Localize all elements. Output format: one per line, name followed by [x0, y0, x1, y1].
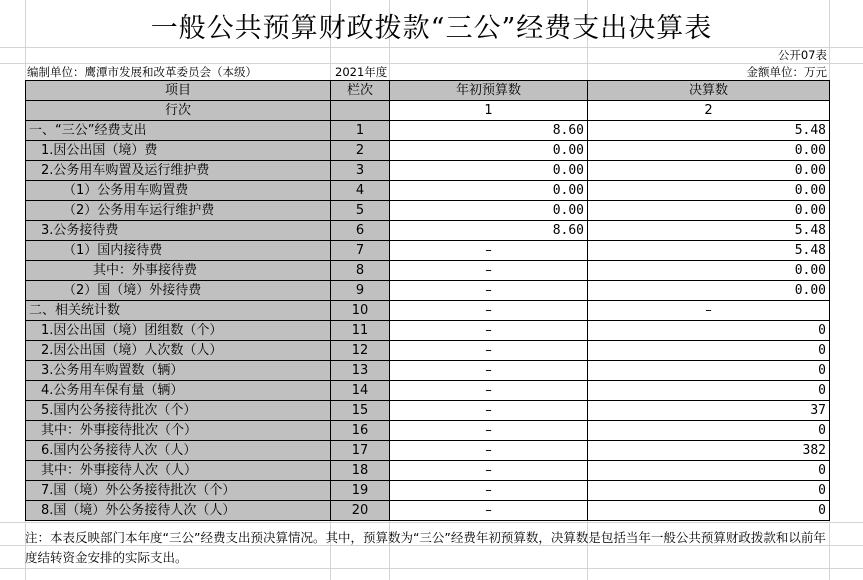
row-budget: –	[390, 341, 588, 361]
row-budget: 0.00	[390, 181, 588, 201]
row-line-no: 12	[331, 341, 390, 361]
row-line-no: 4	[331, 181, 390, 201]
row-line-no: 9	[331, 281, 390, 301]
table-row	[26, 461, 830, 481]
page-title: 一般公共预算财政拨款“三公”经费支出决算表	[150, 13, 713, 44]
row-budget: –	[390, 481, 588, 501]
row-item: （2）国（境）外接待费	[26, 281, 331, 301]
row-line-no: 3	[331, 161, 390, 181]
row-budget: 0.00	[390, 201, 588, 221]
header-final: 决算数	[588, 81, 830, 101]
row-item: 2.公务用车购置及运行维护费	[26, 161, 331, 181]
table-row	[26, 301, 830, 321]
row-item: 其中：外事接待批次（个）	[26, 421, 331, 441]
table-row	[26, 361, 830, 381]
row-item: 其中：外事接待费	[26, 261, 331, 281]
row-final: 0	[588, 321, 830, 341]
header-item: 项目	[26, 81, 331, 101]
row-final: 0	[588, 501, 830, 521]
row-item: 5.国内公务接待批次（个）	[26, 401, 331, 421]
three-public-expenses-table	[25, 80, 830, 521]
row-item: 3.公务接待费	[26, 221, 331, 241]
header-col-no: 栏次	[331, 81, 390, 101]
line-number-final: 2	[588, 101, 830, 121]
table-row	[26, 501, 830, 521]
amount-unit: 金额单位：万元	[746, 65, 827, 79]
row-line-no: 14	[331, 381, 390, 401]
row-line-no: 2	[331, 141, 390, 161]
row-budget: –	[390, 281, 588, 301]
table-row	[26, 441, 830, 461]
row-final: 0	[588, 341, 830, 361]
row-budget: –	[390, 421, 588, 441]
row-final: 382	[588, 441, 830, 461]
row-item: 6.国内公务接待人次（人）	[26, 441, 331, 461]
table-code: 公开07表	[777, 48, 827, 62]
row-final: 0.00	[588, 141, 830, 161]
row-final: 0	[588, 421, 830, 441]
row-item: 二、相关统计数	[26, 301, 331, 321]
row-item: 3.公务用车购置数（辆）	[26, 361, 331, 381]
row-final: –	[588, 301, 830, 321]
compiling-unit: 编制单位：鹰潭市发展和改革委员会（本级）	[27, 65, 257, 79]
table-row	[26, 241, 830, 261]
row-final: 0	[588, 381, 830, 401]
row-final: 5.48	[588, 241, 830, 261]
row-line-no: 17	[331, 441, 390, 461]
table-row	[26, 401, 830, 421]
row-item: 7.国（境）外公务接待批次（个）	[26, 481, 331, 501]
row-line-no: 10	[331, 301, 390, 321]
row-budget: –	[390, 401, 588, 421]
table-row	[26, 341, 830, 361]
row-final: 0	[588, 461, 830, 481]
row-line-no: 5	[331, 201, 390, 221]
row-final: 5.48	[588, 221, 830, 241]
row-item: （2）公务用车运行维护费	[26, 201, 331, 221]
table-row	[26, 321, 830, 341]
row-item: 其中：外事接待人次（人）	[26, 461, 331, 481]
header-row	[26, 81, 830, 101]
line-number-label: 行次	[26, 101, 331, 121]
row-budget: 8.60	[390, 121, 588, 141]
row-line-no: 1	[331, 121, 390, 141]
row-budget: –	[390, 321, 588, 341]
row-final: 0.00	[588, 161, 830, 181]
row-budget: –	[390, 361, 588, 381]
row-budget: 0.00	[390, 161, 588, 181]
row-budget: –	[390, 461, 588, 481]
row-final: 5.48	[588, 121, 830, 141]
row-item: 1.因公出国（境）费	[26, 141, 331, 161]
row-final: 0.00	[588, 181, 830, 201]
row-final: 0.00	[588, 201, 830, 221]
table-row	[26, 281, 830, 301]
header-budget: 年初预算数	[390, 81, 588, 101]
row-line-no: 11	[331, 321, 390, 341]
row-budget: –	[390, 501, 588, 521]
row-item: 2.因公出国（境）人次数（人）	[26, 341, 331, 361]
row-item: 1.因公出国（境）团组数（个）	[26, 321, 331, 341]
row-budget: –	[390, 261, 588, 281]
row-item: 4.公务用车保有量（辆）	[26, 381, 331, 401]
row-item: 一、“三公”经费支出	[26, 121, 331, 141]
row-line-no: 20	[331, 501, 390, 521]
line-number-budget: 1	[390, 101, 588, 121]
table-row	[26, 121, 830, 141]
row-budget: –	[390, 441, 588, 461]
table-row	[26, 201, 830, 221]
row-line-no: 13	[331, 361, 390, 381]
row-line-no: 8	[331, 261, 390, 281]
row-item: （1）公务用车购置费	[26, 181, 331, 201]
row-final: 37	[588, 401, 830, 421]
table-row	[26, 481, 830, 501]
table-row	[26, 381, 830, 401]
row-budget: 0.00	[390, 141, 588, 161]
row-line-no: 18	[331, 461, 390, 481]
row-budget: –	[390, 381, 588, 401]
table-row	[26, 181, 830, 201]
row-final: 0	[588, 481, 830, 501]
row-line-no: 19	[331, 481, 390, 501]
table-row	[26, 421, 830, 441]
row-line-no: 6	[331, 221, 390, 241]
fiscal-year: 2021年度	[335, 65, 388, 79]
row-item: 8.国（境）外公务接待人次（人）	[26, 501, 331, 521]
footnote: 注：本表反映部门本年度“三公”经费支出预决算情况。其中，预算数为“三公”经费年初预算数，决算数是包括当年一般公共预算财政拨款和以前年度结转资金安排的实际支出。	[25, 530, 826, 565]
row-line-no: 15	[331, 401, 390, 421]
table-row	[26, 141, 830, 161]
row-budget: 8.60	[390, 221, 588, 241]
row-budget: –	[390, 301, 588, 321]
table-row	[26, 161, 830, 181]
row-final: 0	[588, 361, 830, 381]
row-budget: –	[390, 241, 588, 261]
table-row	[26, 221, 830, 241]
row-line-no: 16	[331, 421, 390, 441]
line-number-row	[26, 101, 830, 121]
line-number-empty	[331, 101, 390, 121]
row-final: 0.00	[588, 261, 830, 281]
row-item: （1）国内接待费	[26, 241, 331, 261]
row-line-no: 7	[331, 241, 390, 261]
table-row	[26, 261, 830, 281]
row-final: 0.00	[588, 281, 830, 301]
